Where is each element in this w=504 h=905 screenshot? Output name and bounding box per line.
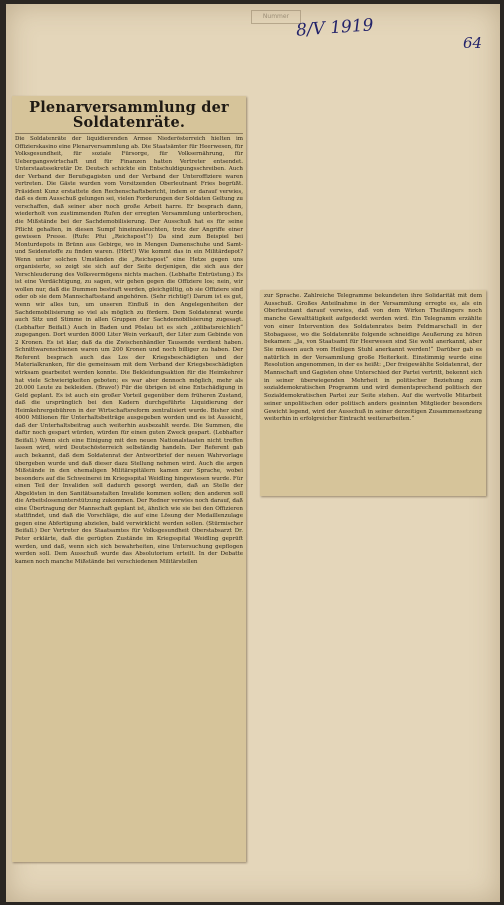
handwritten-page-number: 64 — [463, 34, 483, 52]
headline-divider — [15, 133, 243, 134]
article-body: Die Soldatenräte der liquidierenden Armee Niederösterreich hielten im Offizierskasino eine Plenarversammlung ab. Die Staatsämter für Heerwesen, für Volksgesundheit, für soziale Fürsorge, für Volksernährung, für Uebergangswirtschaft und für Finanzen hatten Vertreter entsendet. Unterstaatssekretär Dr. Deutsch schickte ein Entschuldigungsschreiben. Auch der Verband der Berufsgagisten und der Verband der Unteroffiziere waren vertreten. Die Gäste wurden vom Vorsitzenden Oberleutnant Fries begrüßt. Präsident Kunz erstattete den Rechenschaftsbericht, indem er darauf verwies, daß es dem Ausschuß gelungen sei, vielen Forderungen der Soldaten Geltung zu verschaffen, daß seiner aber noch große Arbeit harre. Er besprach dann, wiederholt von zustimmenden Rufen der erregten Versammlung unterbrochen, die Mißstände bei der Sachdemobilisierung. Der Ausschuß hat es für seine Pflicht gehalten, in diesen Sumpf hineinzuleuchten, trotz der Angriffe einer gewissen Presse. (Rufe: Pfui „Reichspost“!) Da sind zum Beispiel bei Monturdepots in Brünn aus Gebirge, wo in Mengen Damenschuhe und Samt- und Seidenstoffe zu finden waren. (Hört!) Wie kommt das in ein Militärdepot? Wenn unter solchen Umständen die „Reichspost“ eine Hetze gegen uns organisierte, so zeigt sie sich auf der Seite derjenigen, die sich aus der Verschleuderung des Volksvermögens nichts machen. (Lebhafte Entrüstung.) Es ist eine Verdächtigung, zu sagen, wir gehen gegen die Offiziere los; nein, wir wollen nur, daß die Dummen bestraft werden, gleichgültig, ob sie Offiziere sind oder ob sie dem Mannschaftsstand angehören. (Sehr richtig!) Darum ist es gut, wenn wir alles tun, um unseren Einfluß in den Angelegenheiten der Sachdemobilisierung so viel als möglich zu fördern. Dem Soldatenrat wurde auch Sitz und Stimme in allen Gruppen der Sachdemobilisierung zugesagt. (Lebhafter Beifall.) Auch in Baden und Pöslau ist es sich „zölibatsreichlich“ zugegangen. Dort wurden 8000 Liter Wein verkauft, der Liter zum Gebinde von 2 Kronen. Es ist klar, daß da die Zwischenhändler Tausende verdient haben. Schnittwarenschienen waren um 200 Kronen und noch billiger zu haben. Der Referent besprach auch das Los der Kriegsbeschädigten und der Materialkranken, für die gemeinsam mit dem Verband der Kriegsbeschädigten wirksam gearbeitet werden konnte. Die Bekleidungsaktion für die Heimkehrer hat viele Schwierigkeiten geboten; es war aber dennoch möglich, mehr als 20.000 Leute zu bekleiden. (Bravo!) Für die übrigen ist eine Entschädigung in Geld geplant. Es ist auch ein großer Vorteil gegenüber dem früheren Zustand, daß die ursprünglich bei den Kadern durchgeführte Liquidierung der Heimkehrergebühren in der Wirtschaftsreform zentralisiert wurde. Bisher sind 4000 Millionen für Unterhaltsbeiträge ausgegeben worden und es ist Aussicht, daß der Unterhaltsbeitrag auch weiterhin ausbezahlt werde. Die Summen, die dafür noch gespart würden, würden für einen guten Zweck gespart. (Lebhafter Beifall.) Wenn sich eine Einigung mit den neuen Nationalstaaten nicht treffen lassen wird, wird Deutschösterreich selbständig handeln. Der Referent gab auch bekannt, daß dem Soldatenrat der Antwortbrief der neuen Wahrvorlage übergeben wurde und daß dieser dazu Stellung nehmen wird. Auch die argen Mißstände in den ehemaligen Militärspitälern kamen zur Sprache, wobei besonders auf die Schweinerei im Kriegsspital Weidling hingewiesen wurde. Für einen Teil der Invaliden soll dadurch gesorgt werden, daß an Stelle der Abgelösten in den Sanitätsanstalten Invalide kommen sollen; den anderen soll die Arbeitslosenunterstützung zukommen. Der Redner verwies noch darauf, daß eine Übertragung der Mannschaft geplant ist, ähnlich wie sie bei den Offizieren stattfindet, und daß die Vorschläge, die auf eine Lösung der Medaillenzulage gegen eine Abfertigung abzielen, bald verwirklicht werden sollen. (Stürmischer Beifall.) Der Vertreter des Staatsamtes für Volksgesundheit Oberstabsarzt Dr. Peter erklärte, daß die gerügten Zustände im Kriegsspital Weidling geprüft werden, und daß, wenn sich sich bewahrheiten, eine Untersuchung gepflogen werden soll. Dem Ausschuß wurde das Absolutorium erteilt. In der Debatte kamen noch manche Mißstände bei verschiedenen Militärstellen — [15, 136, 243, 565]
archive-sheet — [6, 4, 500, 902]
article-continuation-body: zur Sprache. Zahlreiche Telegramme bekundeten ihre Solidarität mit dem Ausschuß. Großes Anteilnahme in der Versammlung erregte es, als ein Oberleutnant darauf verwies, daß von dem Wirken Theißingers noch manche Gewalttätigkeit aufgedeckt werden wird. Ein Telegramm erzählte von einer Intervention des Soldatenrates beim Feldmarschall in der Stobagasse, wo die Soldatenräte folgende schneidige Aeußerung zu hören bekamen: „Ja, von Staatsamt für Heerwesen sind Sie wohl anerkannt, aber Sie müssen auch vom Heiligen Stuhl anerkannt werden!“ Darüber gab es natürlich in der Versammlung große Heiterkeit. Einstimmig wurde eine Resolution angenommen, in der es heißt: „Der freigewählte Soldatenrat, der Mannschaft und Gagisten ohne Unterschied der Partei vertritt, bekennt sich in seiner überwiegenden Mehrheit in politischer Beziehung zum sozialdemokratischen Programm und wird dementsprechend politisch der Sozialdemokratischen Partei zur Seite stehen. Auf die wertvolle Mitarbeit seiner unpolitischen oder politisch anders gesinnten Mitglieder besonders Gewicht legend, wird der Ausschuß in seiner derzeitigen Zusammensetzung weiterhin in erfolgreicher Eintracht weiterarbeiten.“ — [264, 293, 482, 423]
newspaper-clipping-main — [12, 96, 246, 862]
handwritten-date: 8/V 1919 — [295, 15, 375, 41]
article-headline: Plenarversammlung der Soldatenräte. — [29, 99, 229, 131]
newspaper-clipping-continuation — [260, 290, 486, 496]
archive-stamp: Nummer — [251, 10, 301, 24]
